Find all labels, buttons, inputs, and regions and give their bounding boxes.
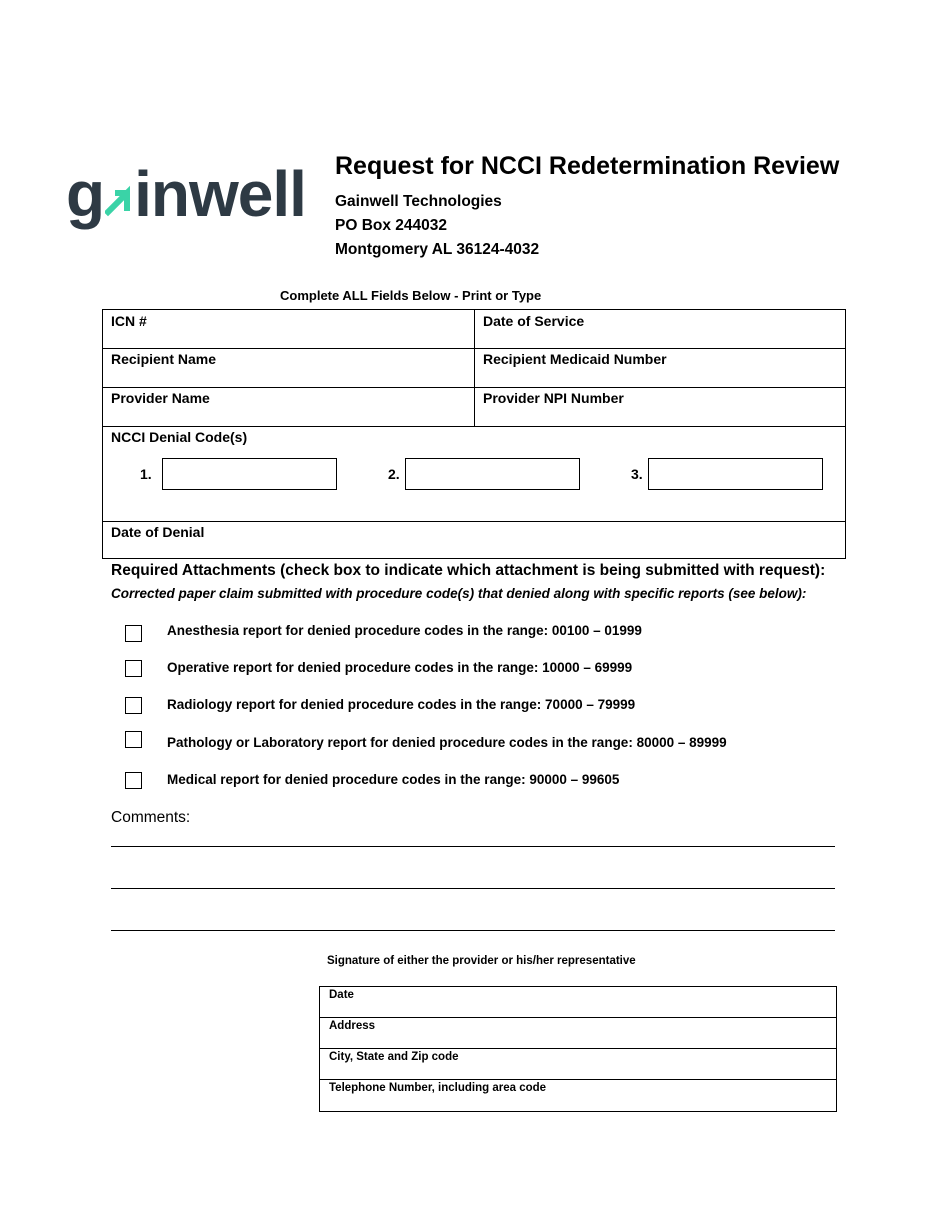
comment-line-1[interactable] xyxy=(111,846,835,847)
claim-info-form xyxy=(102,309,846,559)
signature-label: Signature of either the provider or his/her representative xyxy=(327,955,636,967)
instructions: Complete ALL Fields Below - Print or Type xyxy=(280,288,542,303)
icn-field[interactable]: ICN # xyxy=(111,313,147,329)
denial-code-1-input[interactable] xyxy=(162,458,337,490)
pathology-checkbox[interactable] xyxy=(125,731,142,748)
code-3-label: 3. xyxy=(631,466,643,482)
logo-text-end: inwell xyxy=(134,158,306,230)
signature-date-field[interactable]: Date xyxy=(329,989,354,1001)
form-title: Request for NCCI Redetermination Review xyxy=(335,152,840,180)
denial-code-2-input[interactable] xyxy=(405,458,580,490)
company-name: Gainwell Technologies xyxy=(335,193,502,210)
code-1-label: 1. xyxy=(140,466,152,482)
denial-codes-label: NCCI Denial Code(s) xyxy=(111,429,248,445)
medical-label: Medical report for denied procedure codes in the range: 90000 – 99605 xyxy=(167,772,620,787)
comment-line-3[interactable] xyxy=(111,930,835,931)
comments-label: Comments: xyxy=(111,809,191,826)
signature-box xyxy=(319,986,837,1112)
anesthesia-label: Anesthesia report for denied procedure codes in the range: 00100 – 01999 xyxy=(167,623,642,638)
signature-address-field[interactable]: Address xyxy=(329,1020,376,1032)
gainwell-logo xyxy=(66,158,306,230)
provider-name-field[interactable]: Provider Name xyxy=(111,390,210,406)
medical-checkbox[interactable] xyxy=(125,772,142,789)
anesthesia-checkbox[interactable] xyxy=(125,625,142,642)
date-of-denial-field[interactable]: Date of Denial xyxy=(111,524,205,540)
date-of-service-field[interactable]: Date of Service xyxy=(483,313,585,329)
signature-city-state-zip-field[interactable]: City, State and Zip code xyxy=(329,1051,459,1063)
denial-code-3-input[interactable] xyxy=(648,458,823,490)
logo-text-start: g xyxy=(66,158,105,230)
signature-telephone-field[interactable]: Telephone Number, including area code xyxy=(329,1082,547,1094)
provider-npi-field[interactable]: Provider NPI Number xyxy=(483,390,624,406)
operative-checkbox[interactable] xyxy=(125,660,142,677)
attachments-subtitle: Corrected paper claim submitted with procedure code(s) that denied along with specific reports (see below): xyxy=(111,586,807,601)
pathology-label: Pathology or Laboratory report for denied procedure codes in the range: 80000 – 89999 xyxy=(167,735,727,750)
code-2-label: 2. xyxy=(388,466,400,482)
radiology-label: Radiology report for denied procedure codes in the range: 70000 – 79999 xyxy=(167,697,636,712)
po-box: PO Box 244032 xyxy=(335,217,448,234)
gainwell-arrow-icon xyxy=(105,182,133,218)
radiology-checkbox[interactable] xyxy=(125,697,142,714)
city-state-zip: Montgomery AL 36124-4032 xyxy=(335,241,540,258)
attachments-title: Required Attachments (check box to indicate which attachment is being submitted with request): xyxy=(111,562,826,579)
comment-line-2[interactable] xyxy=(111,888,835,889)
recipient-medicaid-field[interactable]: Recipient Medicaid Number xyxy=(483,351,667,367)
operative-label: Operative report for denied procedure codes in the range: 10000 – 69999 xyxy=(167,660,633,675)
recipient-name-field[interactable]: Recipient Name xyxy=(111,351,217,367)
